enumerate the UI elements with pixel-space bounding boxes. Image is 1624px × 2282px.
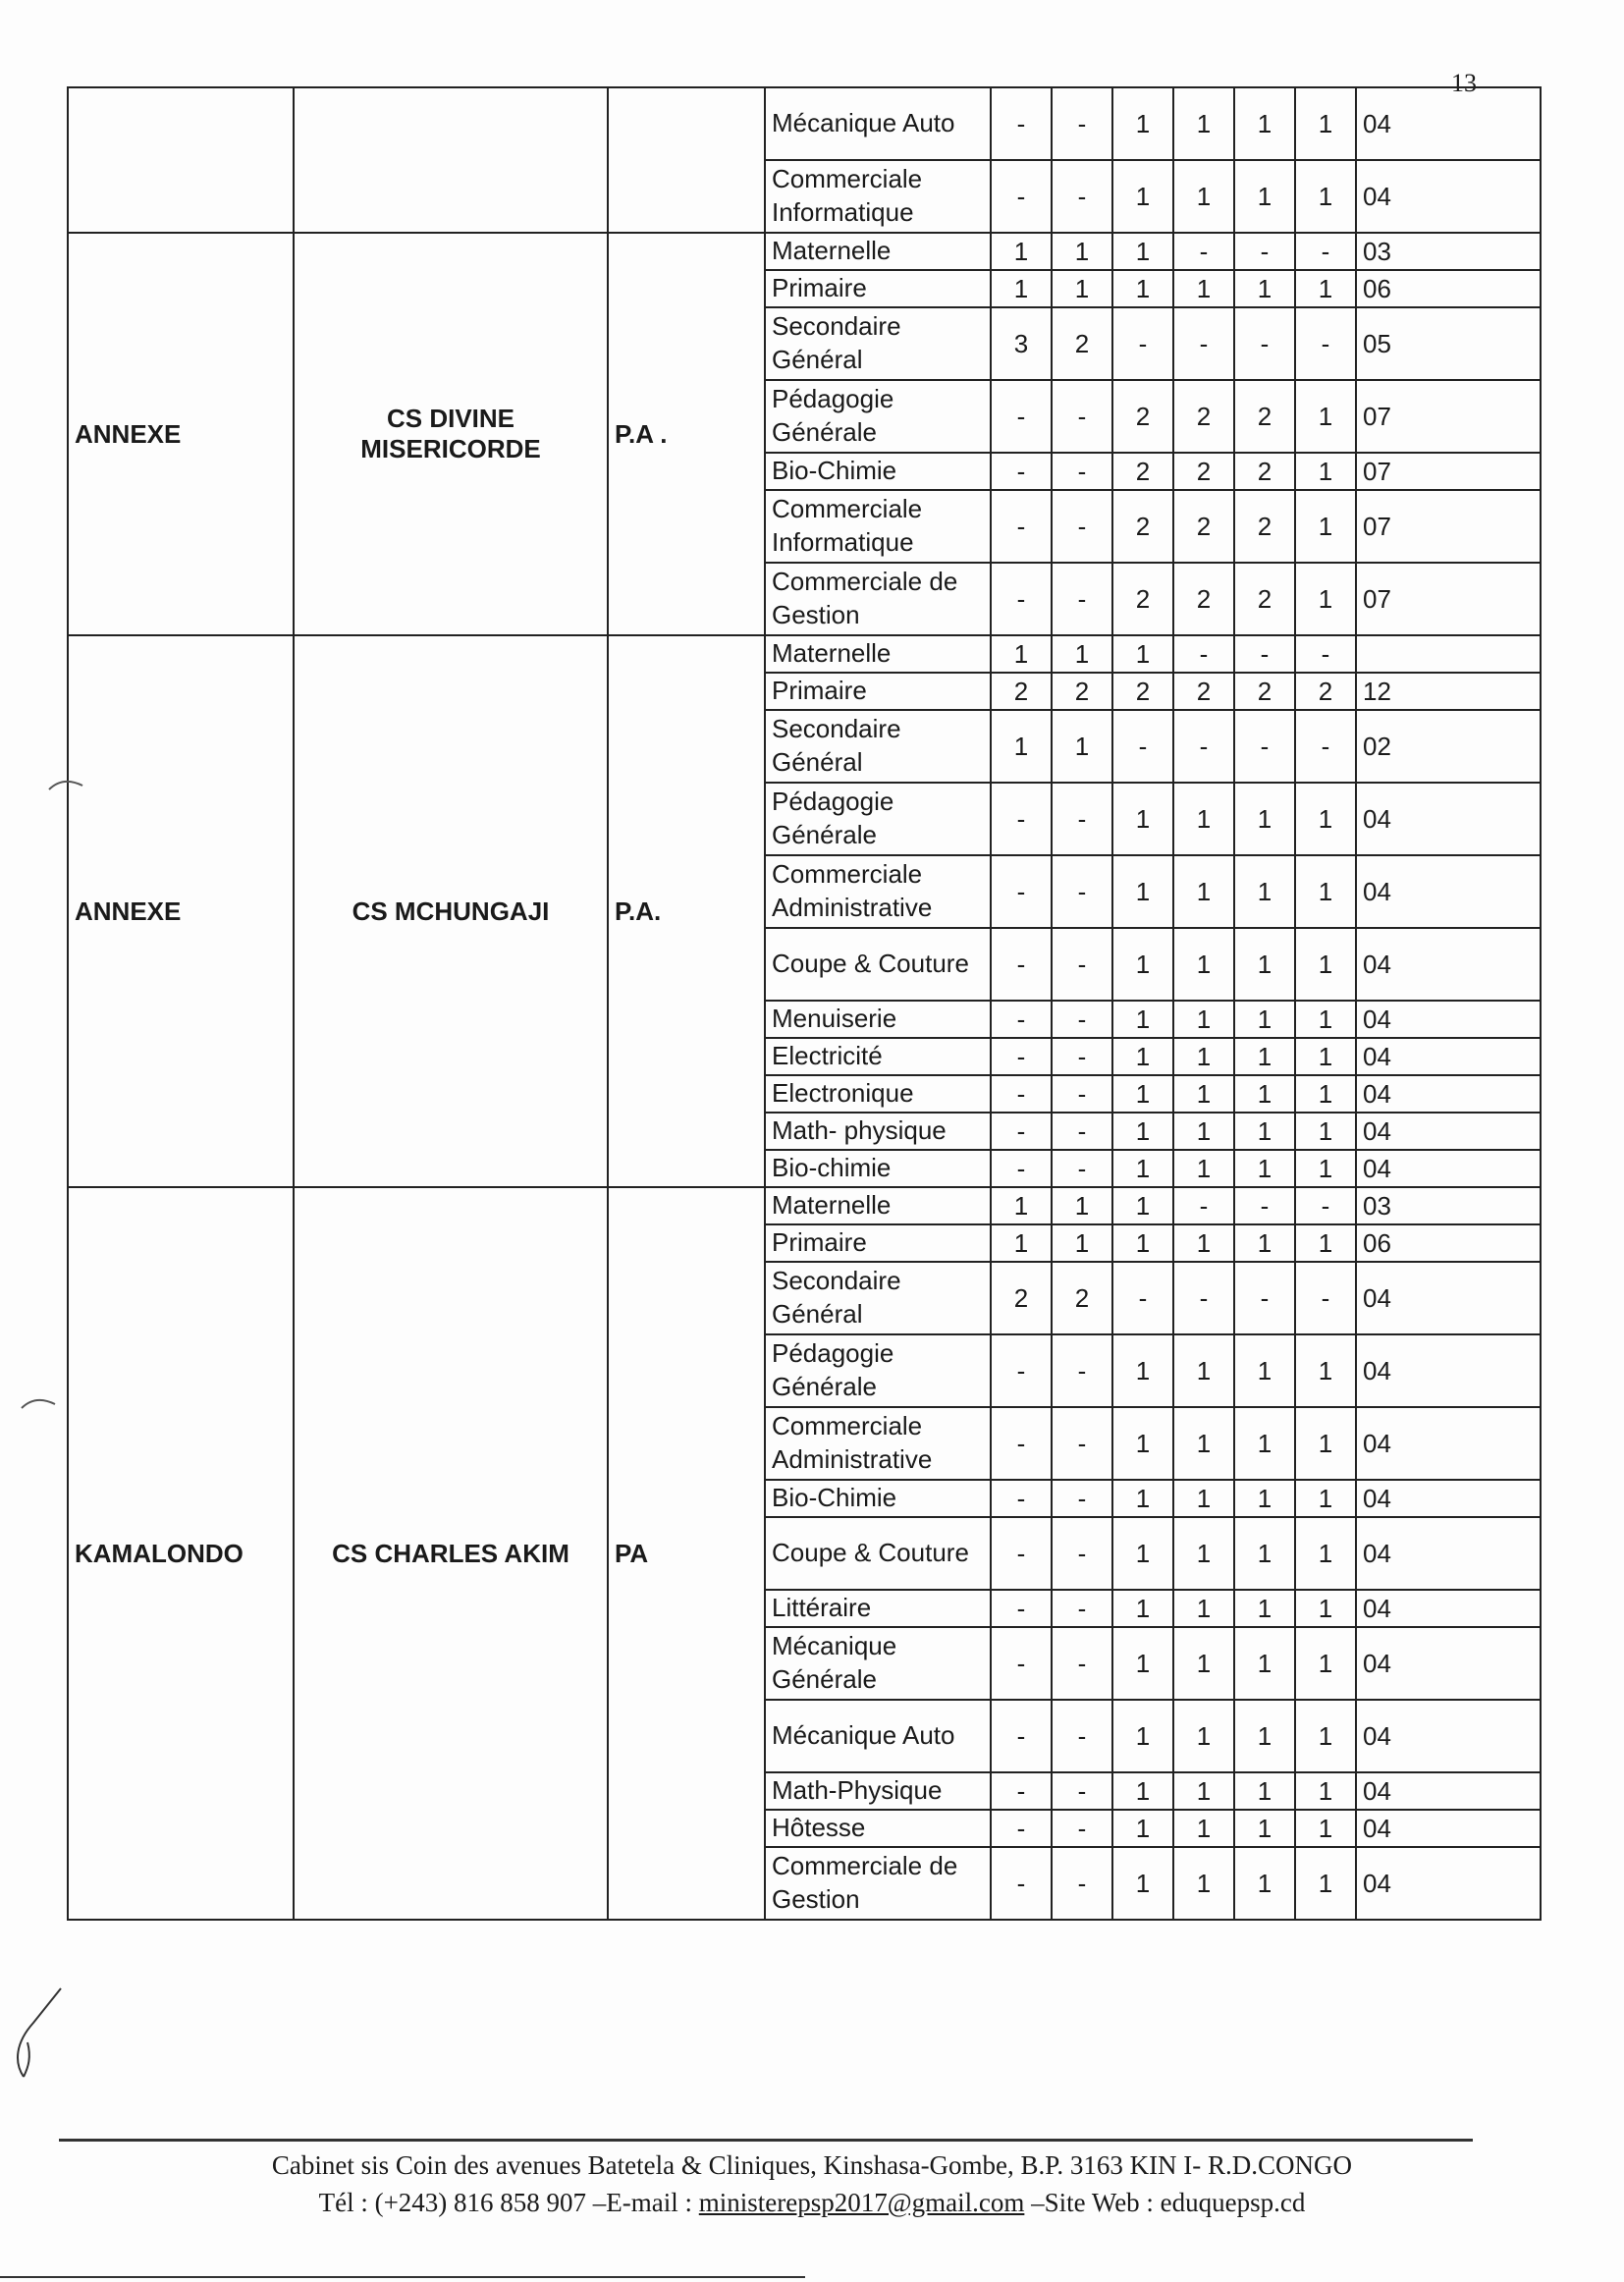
class-count-cell: 1: [1173, 1700, 1234, 1772]
total-cell: 04: [1356, 1517, 1541, 1590]
class-count-cell: 2: [1112, 490, 1173, 563]
class-count-cell: -: [991, 1334, 1052, 1407]
class-count-cell: 1: [1112, 1113, 1173, 1150]
class-count-cell: -: [1173, 233, 1234, 270]
lieu-cell: ANNEXE: [68, 635, 294, 1187]
total-cell: 04: [1356, 783, 1541, 855]
regime-cell: PA: [608, 1187, 765, 1920]
class-count-cell: -: [991, 1407, 1052, 1480]
page-number: 13: [1451, 69, 1477, 97]
class-count-cell: 1: [1052, 710, 1112, 783]
class-count-cell: 1: [1234, 1038, 1295, 1075]
class-count-cell: -: [1052, 380, 1112, 453]
total-cell: 03: [1356, 233, 1541, 270]
class-count-cell: 1: [1112, 1038, 1173, 1075]
class-count-cell: -: [991, 563, 1052, 635]
class-count-cell: 1: [1112, 1810, 1173, 1847]
class-count-cell: 1: [1295, 1150, 1356, 1187]
class-count-cell: 2: [1173, 453, 1234, 490]
class-count-cell: 1: [1234, 270, 1295, 307]
class-count-cell: 2: [1052, 307, 1112, 380]
total-cell: 04: [1356, 1700, 1541, 1772]
total-cell: 04: [1356, 1480, 1541, 1517]
class-count-cell: 1: [1295, 1627, 1356, 1700]
class-count-cell: -: [1052, 1150, 1112, 1187]
option-cell: Hôtesse: [765, 1810, 991, 1847]
school-name-cell: CS DIVINE MISERICORDE: [294, 233, 608, 635]
class-count-cell: 2: [1234, 490, 1295, 563]
school-name-cell: [294, 87, 608, 233]
table-row: [68, 1187, 1541, 1224]
option-cell: Primaire: [765, 270, 991, 307]
total-cell: 03: [1356, 1187, 1541, 1224]
option-cell: Mécanique Générale: [765, 1627, 991, 1700]
class-count-cell: -: [1052, 160, 1112, 233]
class-count-cell: -: [991, 1113, 1052, 1150]
class-count-cell: 1: [1173, 1847, 1234, 1920]
class-count-cell: -: [991, 1517, 1052, 1590]
class-count-cell: -: [991, 1700, 1052, 1772]
class-count-cell: 2: [1112, 673, 1173, 710]
class-count-cell: 1: [1173, 1810, 1234, 1847]
class-count-cell: -: [1234, 1262, 1295, 1334]
class-count-cell: 1: [1052, 1187, 1112, 1224]
class-count-cell: 1: [1112, 928, 1173, 1001]
class-count-cell: 1: [1173, 1407, 1234, 1480]
class-count-cell: 1: [1112, 1224, 1173, 1262]
schools-table: [67, 86, 1542, 1921]
option-cell: Mécanique Auto: [765, 1700, 991, 1772]
total-cell: 04: [1356, 1772, 1541, 1810]
class-count-cell: 1: [1234, 1590, 1295, 1627]
class-count-cell: -: [1295, 710, 1356, 783]
total-cell: 04: [1356, 1001, 1541, 1038]
total-cell: 04: [1356, 1113, 1541, 1150]
total-cell: 04: [1356, 1150, 1541, 1187]
class-count-cell: 2: [1112, 453, 1173, 490]
class-count-cell: 1: [991, 1224, 1052, 1262]
total-cell: 12: [1356, 673, 1541, 710]
option-cell: Primaire: [765, 673, 991, 710]
class-count-cell: -: [1052, 1480, 1112, 1517]
class-count-cell: -: [1173, 710, 1234, 783]
class-count-cell: 2: [1234, 673, 1295, 710]
option-cell: Commerciale Administrative: [765, 855, 991, 928]
class-count-cell: -: [1052, 1627, 1112, 1700]
class-count-cell: -: [991, 1001, 1052, 1038]
class-count-cell: 1: [1295, 1001, 1356, 1038]
class-count-cell: -: [991, 87, 1052, 160]
class-count-cell: 1: [1112, 87, 1173, 160]
class-count-cell: 2: [1234, 380, 1295, 453]
class-count-cell: -: [1052, 1075, 1112, 1113]
class-count-cell: 1: [1173, 1224, 1234, 1262]
class-count-cell: -: [1234, 710, 1295, 783]
class-count-cell: -: [991, 380, 1052, 453]
class-count-cell: -: [991, 1480, 1052, 1517]
class-count-cell: 1: [1112, 783, 1173, 855]
class-count-cell: 1: [1173, 160, 1234, 233]
class-count-cell: 1: [1234, 1700, 1295, 1772]
class-count-cell: 1: [1112, 635, 1173, 673]
option-cell: Electricité: [765, 1038, 991, 1075]
total-cell: 04: [1356, 1407, 1541, 1480]
class-count-cell: -: [1052, 783, 1112, 855]
footer-website: –Site Web : eduquepsp.cd: [1024, 2188, 1306, 2217]
class-count-cell: 1: [1295, 1517, 1356, 1590]
class-count-cell: 2: [1234, 453, 1295, 490]
total-cell: 04: [1356, 1334, 1541, 1407]
class-count-cell: 2: [1295, 673, 1356, 710]
class-count-cell: 1: [1234, 87, 1295, 160]
class-count-cell: -: [1173, 307, 1234, 380]
class-count-cell: 1: [1234, 1075, 1295, 1113]
option-cell: Commerciale de Gestion: [765, 563, 991, 635]
class-count-cell: -: [1234, 233, 1295, 270]
class-count-cell: -: [1295, 233, 1356, 270]
total-cell: 04: [1356, 1847, 1541, 1920]
class-count-cell: -: [991, 490, 1052, 563]
class-count-cell: -: [1052, 1847, 1112, 1920]
class-count-cell: 2: [1173, 563, 1234, 635]
class-count-cell: 1: [1295, 453, 1356, 490]
class-count-cell: 1: [1173, 1150, 1234, 1187]
option-cell: Commerciale Informatique: [765, 490, 991, 563]
class-count-cell: 1: [1173, 1038, 1234, 1075]
class-count-cell: 1: [1173, 783, 1234, 855]
option-cell: Mécanique Auto: [765, 87, 991, 160]
class-count-cell: -: [991, 1038, 1052, 1075]
class-count-cell: -: [1295, 635, 1356, 673]
class-count-cell: 1: [1295, 270, 1356, 307]
option-cell: Commerciale Informatique: [765, 160, 991, 233]
class-count-cell: 1: [1173, 1334, 1234, 1407]
class-count-cell: -: [1052, 1772, 1112, 1810]
class-count-cell: -: [991, 453, 1052, 490]
table-row: [68, 635, 1541, 673]
class-count-cell: -: [1052, 928, 1112, 1001]
option-cell: Pédagogie Générale: [765, 380, 991, 453]
class-count-cell: 1: [1234, 855, 1295, 928]
table-row: [68, 233, 1541, 270]
class-count-cell: 1: [1295, 928, 1356, 1001]
class-count-cell: 2: [1052, 1262, 1112, 1334]
class-count-cell: 1: [1112, 1150, 1173, 1187]
class-count-cell: 1: [1234, 1407, 1295, 1480]
class-count-cell: 1: [1295, 1407, 1356, 1480]
signature-mark-icon: [4, 1983, 63, 2082]
regime-cell: P.A .: [608, 233, 765, 635]
footer-contact: [0, 2188, 1624, 2218]
table-body: [68, 87, 1541, 1920]
margin-tick-icon: [47, 776, 86, 795]
total-cell: 04: [1356, 1590, 1541, 1627]
class-count-cell: 1: [1295, 1224, 1356, 1262]
class-count-cell: -: [1295, 1262, 1356, 1334]
option-cell: Secondaire Général: [765, 307, 991, 380]
footer-divider: [59, 2139, 1473, 2142]
class-count-cell: 1: [1112, 233, 1173, 270]
class-count-cell: -: [1052, 1001, 1112, 1038]
class-count-cell: 2: [1112, 563, 1173, 635]
class-count-cell: 1: [1112, 1590, 1173, 1627]
option-cell: Coupe & Couture: [765, 928, 991, 1001]
class-count-cell: 1: [1295, 855, 1356, 928]
class-count-cell: 2: [991, 673, 1052, 710]
class-count-cell: 1: [1173, 1517, 1234, 1590]
margin-tick-icon: [20, 1394, 59, 1414]
option-cell: Commerciale de Gestion: [765, 1847, 991, 1920]
lieu-cell: ANNEXE: [68, 233, 294, 635]
class-count-cell: 1: [1112, 855, 1173, 928]
class-count-cell: -: [1052, 1038, 1112, 1075]
class-count-cell: 1: [1112, 270, 1173, 307]
option-cell: Maternelle: [765, 1187, 991, 1224]
class-count-cell: -: [1052, 490, 1112, 563]
class-count-cell: 1: [1112, 1517, 1173, 1590]
total-cell: 05: [1356, 307, 1541, 380]
class-count-cell: -: [991, 928, 1052, 1001]
total-cell: 06: [1356, 1224, 1541, 1262]
total-cell: 04: [1356, 1627, 1541, 1700]
class-count-cell: -: [1173, 1187, 1234, 1224]
class-count-cell: 1: [1173, 1075, 1234, 1113]
footer-address: Cabinet sis Coin des avenues Batetela & Cliniques, Kinshasa-Gombe, B.P. 3163 KIN I- R.D.CONGO: [271, 2150, 1353, 2180]
class-count-cell: -: [1052, 1810, 1112, 1847]
class-count-cell: -: [1052, 453, 1112, 490]
class-count-cell: 2: [1052, 673, 1112, 710]
class-count-cell: 1: [1112, 1075, 1173, 1113]
total-cell: 04: [1356, 855, 1541, 928]
class-count-cell: 3: [991, 307, 1052, 380]
option-cell: Commerciale Administrative: [765, 1407, 991, 1480]
option-cell: Bio-Chimie: [765, 1480, 991, 1517]
class-count-cell: 1: [1052, 233, 1112, 270]
class-count-cell: -: [1052, 1334, 1112, 1407]
class-count-cell: 2: [1112, 380, 1173, 453]
total-cell: 04: [1356, 160, 1541, 233]
total-cell: 04: [1356, 1262, 1541, 1334]
class-count-cell: -: [1052, 1590, 1112, 1627]
option-cell: Bio-Chimie: [765, 453, 991, 490]
total-cell: 07: [1356, 380, 1541, 453]
class-count-cell: 1: [1052, 270, 1112, 307]
class-count-cell: 1: [1173, 855, 1234, 928]
class-count-cell: -: [1052, 1113, 1112, 1150]
class-count-cell: 1: [1234, 783, 1295, 855]
bottom-divider: [0, 2276, 805, 2278]
total-cell: 04: [1356, 1038, 1541, 1075]
class-count-cell: 1: [1112, 1627, 1173, 1700]
school-name-cell: CS CHARLES AKIM: [294, 1187, 608, 1920]
class-count-cell: 1: [1234, 1847, 1295, 1920]
class-count-cell: 1: [1295, 87, 1356, 160]
class-count-cell: 1: [1295, 563, 1356, 635]
class-count-cell: 1: [1295, 1334, 1356, 1407]
class-count-cell: 1: [1052, 1224, 1112, 1262]
class-count-cell: -: [991, 1150, 1052, 1187]
option-cell: Maternelle: [765, 635, 991, 673]
total-cell: 04: [1356, 87, 1541, 160]
class-count-cell: -: [1052, 1517, 1112, 1590]
class-count-cell: 1: [1295, 1590, 1356, 1627]
class-count-cell: 1: [1112, 1772, 1173, 1810]
option-cell: Electronique: [765, 1075, 991, 1113]
option-cell: Maternelle: [765, 233, 991, 270]
class-count-cell: 1: [1295, 1700, 1356, 1772]
class-count-cell: 1: [1234, 1334, 1295, 1407]
total-cell: 07: [1356, 453, 1541, 490]
lieu-cell: KAMALONDO: [68, 1187, 294, 1920]
class-count-cell: 2: [991, 1262, 1052, 1334]
option-cell: Secondaire Général: [765, 710, 991, 783]
class-count-cell: 1: [1234, 928, 1295, 1001]
class-count-cell: -: [1173, 635, 1234, 673]
option-cell: Littéraire: [765, 1590, 991, 1627]
class-count-cell: -: [991, 1810, 1052, 1847]
class-count-cell: 1: [991, 635, 1052, 673]
class-count-cell: 1: [1295, 160, 1356, 233]
class-count-cell: 1: [1234, 1480, 1295, 1517]
class-count-cell: -: [991, 783, 1052, 855]
class-count-cell: 1: [1295, 380, 1356, 453]
class-count-cell: -: [1112, 710, 1173, 783]
class-count-cell: 1: [1234, 1150, 1295, 1187]
footer-phone: Tél : (+243) 816 858 907 –E-mail :: [318, 2188, 699, 2217]
class-count-cell: 1: [1173, 87, 1234, 160]
option-cell: Secondaire Général: [765, 1262, 991, 1334]
class-count-cell: 1: [1295, 1480, 1356, 1517]
class-count-cell: -: [991, 1772, 1052, 1810]
class-count-cell: 1: [1112, 1001, 1173, 1038]
class-count-cell: 1: [1112, 1407, 1173, 1480]
class-count-cell: 1: [1295, 1810, 1356, 1847]
class-count-cell: 1: [1112, 160, 1173, 233]
class-count-cell: 1: [1295, 1113, 1356, 1150]
class-count-cell: -: [1234, 307, 1295, 380]
class-count-cell: 1: [1234, 1113, 1295, 1150]
option-cell: Bio-chimie: [765, 1150, 991, 1187]
lieu-cell: [68, 87, 294, 233]
class-count-cell: -: [991, 1627, 1052, 1700]
class-count-cell: -: [1295, 1187, 1356, 1224]
class-count-cell: 2: [1173, 380, 1234, 453]
class-count-cell: 1: [1173, 1113, 1234, 1150]
class-count-cell: 2: [1173, 490, 1234, 563]
table-row: [68, 87, 1541, 160]
class-count-cell: 1: [1112, 1187, 1173, 1224]
option-cell: Pédagogie Générale: [765, 1334, 991, 1407]
class-count-cell: 1: [1173, 1001, 1234, 1038]
total-cell: 06: [1356, 270, 1541, 307]
total-cell: 04: [1356, 1075, 1541, 1113]
class-count-cell: 1: [1173, 928, 1234, 1001]
option-cell: Math-Physique: [765, 1772, 991, 1810]
option-cell: Coupe & Couture: [765, 1517, 991, 1590]
total-cell: 02: [1356, 710, 1541, 783]
total-cell: 04: [1356, 928, 1541, 1001]
class-count-cell: 1: [1112, 1700, 1173, 1772]
class-count-cell: 1: [991, 270, 1052, 307]
class-count-cell: -: [1234, 1187, 1295, 1224]
class-count-cell: 1: [1234, 1001, 1295, 1038]
class-count-cell: 2: [1173, 673, 1234, 710]
class-count-cell: -: [1052, 1407, 1112, 1480]
regime-cell: P.A.: [608, 635, 765, 1187]
class-count-cell: 1: [1234, 1517, 1295, 1590]
class-count-cell: 1: [1234, 1772, 1295, 1810]
class-count-cell: 1: [991, 1187, 1052, 1224]
class-count-cell: 1: [1234, 160, 1295, 233]
class-count-cell: -: [1234, 635, 1295, 673]
class-count-cell: 1: [1173, 270, 1234, 307]
class-count-cell: 1: [991, 233, 1052, 270]
total-cell: [1356, 635, 1541, 673]
class-count-cell: -: [991, 1590, 1052, 1627]
class-count-cell: 1: [1112, 1334, 1173, 1407]
class-count-cell: 1: [1234, 1810, 1295, 1847]
class-count-cell: 1: [1052, 635, 1112, 673]
class-count-cell: 1: [1173, 1772, 1234, 1810]
class-count-cell: 1: [1173, 1480, 1234, 1517]
regime-cell: [608, 87, 765, 233]
option-cell: Primaire: [765, 1224, 991, 1262]
class-count-cell: 1: [991, 710, 1052, 783]
class-count-cell: -: [1052, 1700, 1112, 1772]
class-count-cell: 1: [1173, 1627, 1234, 1700]
class-count-cell: 1: [1112, 1480, 1173, 1517]
option-cell: Menuiserie: [765, 1001, 991, 1038]
class-count-cell: 1: [1295, 783, 1356, 855]
class-count-cell: 1: [1173, 1590, 1234, 1627]
total-cell: 07: [1356, 490, 1541, 563]
total-cell: 07: [1356, 563, 1541, 635]
class-count-cell: -: [1052, 855, 1112, 928]
class-count-cell: 1: [1234, 1224, 1295, 1262]
class-count-cell: 1: [1234, 1627, 1295, 1700]
class-count-cell: -: [1112, 1262, 1173, 1334]
class-count-cell: 1: [1295, 1772, 1356, 1810]
class-count-cell: 1: [1112, 1847, 1173, 1920]
class-count-cell: -: [1295, 307, 1356, 380]
class-count-cell: 1: [1295, 1038, 1356, 1075]
school-name-cell: CS MCHUNGAJI: [294, 635, 608, 1187]
total-cell: 04: [1356, 1810, 1541, 1847]
class-count-cell: -: [991, 1075, 1052, 1113]
class-count-cell: -: [1052, 87, 1112, 160]
class-count-cell: -: [991, 1847, 1052, 1920]
class-count-cell: -: [991, 160, 1052, 233]
class-count-cell: 2: [1234, 563, 1295, 635]
option-cell: Pédagogie Générale: [765, 783, 991, 855]
class-count-cell: 1: [1295, 1075, 1356, 1113]
class-count-cell: -: [991, 855, 1052, 928]
class-count-cell: 1: [1295, 490, 1356, 563]
class-count-cell: 1: [1295, 1847, 1356, 1920]
class-count-cell: -: [1112, 307, 1173, 380]
class-count-cell: -: [1173, 1262, 1234, 1334]
footer-email-link[interactable]: ministerepsp2017@gmail.com: [698, 2188, 1025, 2217]
class-count-cell: -: [1052, 563, 1112, 635]
option-cell: Math- physique: [765, 1113, 991, 1150]
